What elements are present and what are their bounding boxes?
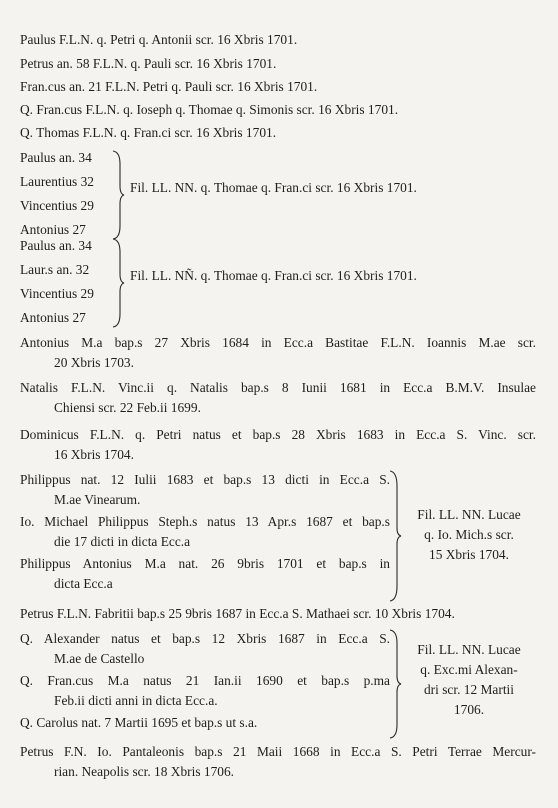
- paragraph-first-line: Antonius M.a bap.s 27 Xbris 1684 in Ecc.a Bastitae F.L.N. Ioannis M.ae scr.: [20, 335, 536, 350]
- paragraph-first-line: Dominicus F.L.N. q. Petri natus et bap.s 28 Xbris 1683 in Ecc.a S. Vinc. scr.: [20, 427, 536, 442]
- entry-line: Fran.cus an. 21 F.L.N. Petri q. Pauli scr. 16 Xbris 1701.: [20, 79, 318, 94]
- entry-continuation: M.ae Vinearum.: [54, 491, 141, 507]
- entry-first-line: Q. Alexander natus et bap.s 12 Xbris 1687 in Ecc.a S.: [20, 631, 390, 646]
- summary-line: 1706.: [453, 702, 485, 717]
- group-entry: [20, 512, 390, 551]
- brace-group-names: [20, 236, 116, 332]
- paragraph-first-line: Petrus F.N. Io. Pantaleonis bap.s 21 Maii 1668 in Ecc.a S. Petri Terrae Mercur-: [20, 744, 536, 759]
- paragraph-continuation: 16 Xbris 1704.: [54, 447, 134, 462]
- group-entry: [20, 470, 390, 509]
- name-item: Paulus an. 34: [20, 238, 92, 253]
- entry-line: Q. Thomas F.L.N. q. Fran.ci scr. 16 Xbris 1701.: [20, 125, 277, 140]
- brace-icon: [111, 150, 125, 240]
- entry-continuation: M.ae de Castello: [54, 650, 145, 666]
- summary-line: q. Io. Mich.s scr.: [424, 527, 514, 542]
- summary-line: Fil. LL. NN. Lucae: [417, 642, 521, 657]
- group-entries: [20, 629, 390, 736]
- brace-group-names: [20, 148, 116, 244]
- entry-paragraph: [20, 378, 536, 418]
- name-item: Antonius 27: [20, 222, 86, 237]
- name-item: Laur.s an. 32: [20, 262, 90, 277]
- summary-line: 15 Xbris 1704.: [429, 547, 509, 562]
- group-entries: [20, 470, 390, 596]
- paragraph-continuation: rian. Neapolis scr. 18 Xbris 1706.: [54, 764, 235, 779]
- group-summary: [398, 640, 540, 720]
- group-summary: [398, 505, 540, 565]
- entry-first-line: Q. Fran.cus M.a natus 21 Ian.ii 1690 et bap.s p.ma: [20, 673, 390, 688]
- name-item: Paulus an. 34: [20, 150, 92, 165]
- entry-line: Q. Fran.cus F.L.N. q. Ioseph q. Thomae q. Simonis scr. 16 Xbris 1701.: [20, 102, 399, 117]
- entry-line: Petrus an. 58 F.L.N. q. Pauli scr. 16 Xbris 1701.: [20, 56, 277, 71]
- entry-paragraph: [20, 742, 536, 782]
- brace-group-text: Fil. LL. NÑ. q. Thomae q. Fran.ci scr. 16 Xbris 1701.: [130, 268, 417, 283]
- group-entry: [20, 713, 390, 733]
- entry-first-line: Philippus nat. 12 Iulii 1683 et bap.s 13 dicti in Ecc.a S.: [20, 472, 390, 487]
- summary-line: q. Exc.mi Alexan-: [420, 662, 518, 677]
- brace-group-text: Fil. LL. NN. q. Thomae q. Fran.ci scr. 16 Xbris 1701.: [130, 180, 417, 195]
- paragraph-continuation: 20 Xbris 1703.: [54, 355, 134, 370]
- entry-paragraph: [20, 333, 536, 373]
- name-item: Laurentius 32: [20, 174, 95, 189]
- group-entry: [20, 554, 390, 593]
- entry-paragraph: [20, 425, 536, 465]
- summary-line: dri scr. 12 Martii: [423, 682, 514, 697]
- name-item: Vincentius 29: [20, 198, 94, 213]
- entry-continuation: dicta Ecc.a: [54, 575, 113, 591]
- name-item: Antonius 27: [20, 310, 86, 325]
- entry-continuation: die 17 dicti in dicta Ecc.a: [54, 533, 191, 549]
- entry-first-line: Q. Carolus nat. 7 Martii 1695 et bap.s ut s.a.: [20, 715, 258, 730]
- paragraph-first-line: Natalis F.L.N. Vinc.ii q. Natalis bap.s 8 Iunii 1681 in Ecc.a B.M.V. Insulae: [20, 380, 536, 395]
- entry-line: Paulus F.L.N. q. Petri q. Antonii scr. 16 Xbris 1701.: [20, 32, 298, 47]
- entry-continuation: Feb.ii dicti anni in dicta Ecc.a.: [54, 692, 218, 708]
- name-item: Vincentius 29: [20, 286, 94, 301]
- group-entry: [20, 629, 390, 668]
- summary-line: Fil. LL. NN. Lucae: [417, 507, 521, 522]
- entry-first-line: Io. Michael Philippus Steph.s natus 13 Apr.s 1687 et bap.s: [20, 514, 390, 529]
- group-entry: [20, 671, 390, 710]
- brace-icon: [111, 238, 125, 328]
- entry-line: Petrus F.L.N. Fabritii bap.s 25 9bris 1687 in Ecc.a S. Mathaei scr. 10 Xbris 1704.: [20, 606, 455, 621]
- entry-first-line: Philippus Antonius M.a nat. 26 9bris 1701 et bap.s in: [20, 556, 390, 571]
- paragraph-continuation: Chiensi scr. 22 Feb.ii 1699.: [54, 400, 201, 415]
